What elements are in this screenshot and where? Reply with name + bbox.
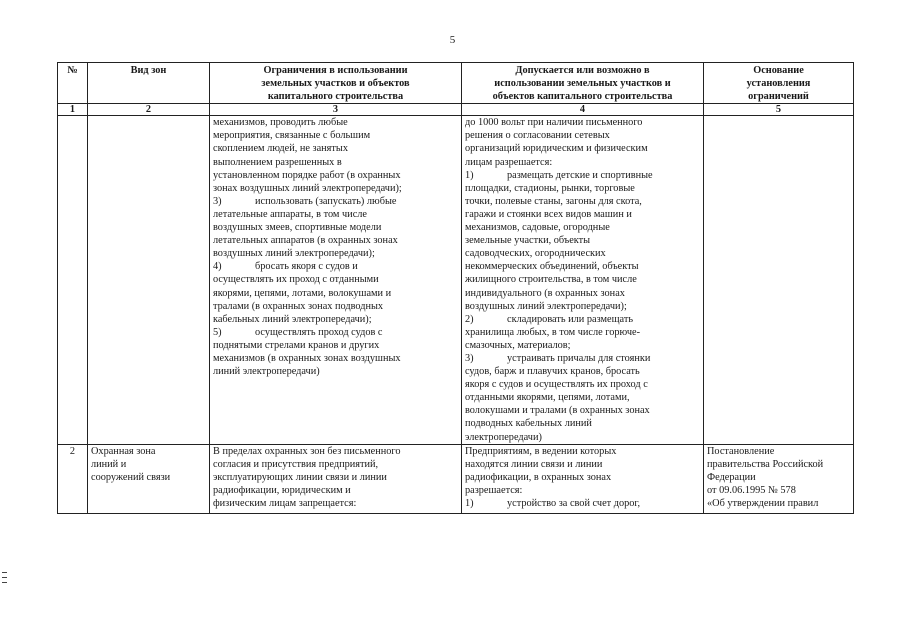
text-line: летательных аппаратов (в охранных зонах	[213, 235, 398, 247]
list-number: 1)	[465, 169, 474, 181]
text-line: физическим лицам запрещается:	[213, 498, 357, 509]
text-line: эксплуатирующих линии связи и линии	[213, 471, 387, 483]
text-line: скоплением людей, не занятых	[213, 143, 348, 155]
zone-type-cell	[88, 116, 210, 444]
text-line: Допускается или возможно в	[515, 65, 650, 76]
text-line: отданными якорями, цепями, лотами,	[465, 392, 630, 404]
list-number: 5)	[213, 326, 222, 338]
text-line	[213, 195, 458, 208]
column-numbers-row	[58, 104, 854, 116]
text-line	[213, 260, 458, 273]
text-line: ограничений	[748, 91, 809, 103]
text-line: установления	[746, 78, 811, 90]
text-line: якорями, цепями, лотами, волокушами и	[213, 287, 392, 299]
table-header-row	[58, 63, 854, 104]
text-line: осуществлять их проход с отданными	[213, 274, 379, 286]
text-line: Федерации	[707, 471, 756, 483]
list-text: использовать (запускать) любые	[255, 195, 397, 207]
text-line: площадки, стадионы, рынки, торговые	[465, 182, 635, 194]
list-text: осуществлять проход судов с	[255, 326, 383, 338]
text-line: тралами (в охранных зонах подводных	[213, 300, 384, 312]
text-line: воздушных линий электропередачи);	[465, 300, 627, 312]
text-line: согласия и присутствия предприятий,	[213, 458, 379, 470]
restrictions-cell	[210, 116, 462, 444]
text-line: земельных участков и объектов	[261, 78, 410, 90]
text-line	[465, 352, 700, 365]
table-row	[58, 444, 854, 513]
list-text: размещать детские и спортивные	[507, 169, 653, 181]
text-line	[465, 313, 700, 326]
table-row	[58, 116, 854, 444]
text-line: якоря с судов и осуществлять их проход с	[465, 379, 648, 391]
column-number: 1	[58, 104, 88, 116]
text-line: жилищного строительства, в том числе	[465, 274, 637, 286]
text-line: от 09.06.1995 № 578	[707, 484, 796, 496]
text-line: выполнением разрешенных в	[213, 156, 342, 168]
text-line: подводных кабельных линий	[465, 418, 592, 430]
list-text: складировать или размещать	[507, 313, 634, 325]
text-line: некоммерческих объединений, объекты	[465, 261, 639, 273]
column-number: 2	[88, 104, 210, 116]
text-line	[465, 497, 700, 510]
text-line: использовании земельных участков и	[494, 78, 671, 90]
header-allowed	[462, 63, 704, 104]
text-line: волокушами и тралами (в охранных зонах	[465, 405, 650, 417]
text-line: лицам разрешается:	[465, 156, 553, 168]
text-line: садоводческих, огороднических	[465, 248, 606, 260]
row-number	[58, 116, 88, 444]
text-line: хранилища любых, в том числе горюче-	[465, 326, 641, 338]
header-zone-type: Вид зон	[88, 63, 210, 104]
text-line: точки, полевые станы, загоны для скота,	[465, 195, 642, 207]
text-line	[213, 326, 458, 339]
text-line: решения о согласовании сетевых	[465, 130, 610, 142]
text-line: установленном порядке работ (в охранных	[213, 169, 401, 181]
text-line: механизмов (в охранных зонах воздушных	[213, 352, 401, 364]
text-line: радиофикации, юридическим и	[213, 484, 351, 496]
text-line: электропередачи)	[465, 431, 542, 443]
column-number: 3	[210, 104, 462, 116]
text-line: гаражи и стоянки всех видов машин и	[465, 208, 632, 220]
text-line: Ограничения в использовании	[263, 65, 408, 76]
text-line: индивидуального (в охранных зонах	[465, 287, 625, 299]
list-text: устраивать причалы для стоянки	[507, 352, 651, 364]
text-line: В пределах охранных зон без письменного	[213, 445, 401, 457]
text-line: Постановление	[707, 445, 775, 457]
text-line: Охранная зона	[91, 445, 156, 457]
text-line: радиофикации, в охранных зонах	[465, 471, 612, 483]
column-number: 4	[462, 104, 704, 116]
text-line: объектов капитального строительства	[492, 91, 673, 103]
text-line	[465, 169, 700, 182]
text-line: линий электропередачи)	[213, 366, 320, 378]
text-line: механизмов, проводить любые	[213, 117, 348, 129]
text-line: организаций юридическим и физическим	[465, 143, 648, 155]
list-text: устройство за свой счет дорог,	[507, 498, 641, 509]
header-basis	[704, 63, 854, 104]
header-number: №	[58, 63, 88, 104]
text-line: кабельных линий электропередачи);	[213, 313, 372, 325]
list-number: 3)	[465, 352, 474, 364]
list-text: бросать якоря с судов и	[255, 261, 358, 273]
text-line: воздушных линий электропередачи);	[213, 248, 375, 260]
column-number: 5	[704, 104, 854, 116]
text-line: смазочных, материалов;	[465, 339, 571, 351]
text-line: разрешается:	[465, 484, 523, 496]
list-number: 1)	[465, 498, 474, 509]
text-line: сооружений связи	[91, 471, 171, 483]
header-restrictions	[210, 63, 462, 104]
basis-cell	[704, 116, 854, 444]
row-number: 2	[58, 444, 88, 513]
zones-table	[57, 62, 854, 514]
text-line: поднятыми стрелами кранов и других	[213, 339, 380, 351]
text-line: капитального строительства	[267, 91, 404, 103]
text-line: мероприятия, связанные с большим	[213, 130, 371, 142]
text-line: Предприятиям, в ведении которых	[465, 445, 617, 457]
page-number: 5	[449, 34, 456, 46]
allowed-cell	[462, 116, 704, 444]
text-line: зонах воздушных линий электропередачи);	[213, 182, 402, 194]
list-number: 4)	[213, 261, 222, 273]
text-line: до 1000 вольт при наличии письменного	[465, 117, 643, 129]
scan-edge-mark	[2, 572, 7, 583]
text-line: воздушных змеев, спортивные модели	[213, 222, 382, 234]
text-line: Основание	[753, 65, 804, 76]
text-line: находятся линии связи и линии	[465, 458, 603, 470]
basis-cell	[704, 444, 854, 513]
restrictions-cell	[210, 444, 462, 513]
zone-type-cell	[88, 444, 210, 513]
text-line: линий и	[91, 458, 127, 470]
text-line: земельные участки, объекты	[465, 235, 591, 247]
list-number: 3)	[213, 195, 222, 207]
text-line: судов, барж и плавучих кранов, бросать	[465, 366, 640, 378]
allowed-cell	[462, 444, 704, 513]
list-number: 2)	[465, 313, 474, 325]
text-line: «Об утверждении правил	[707, 498, 819, 509]
text-line: летательные аппараты, в том числе	[213, 208, 367, 220]
text-line: механизмов, садовые, огородные	[465, 222, 610, 234]
text-line: правительства Российской	[707, 458, 824, 470]
